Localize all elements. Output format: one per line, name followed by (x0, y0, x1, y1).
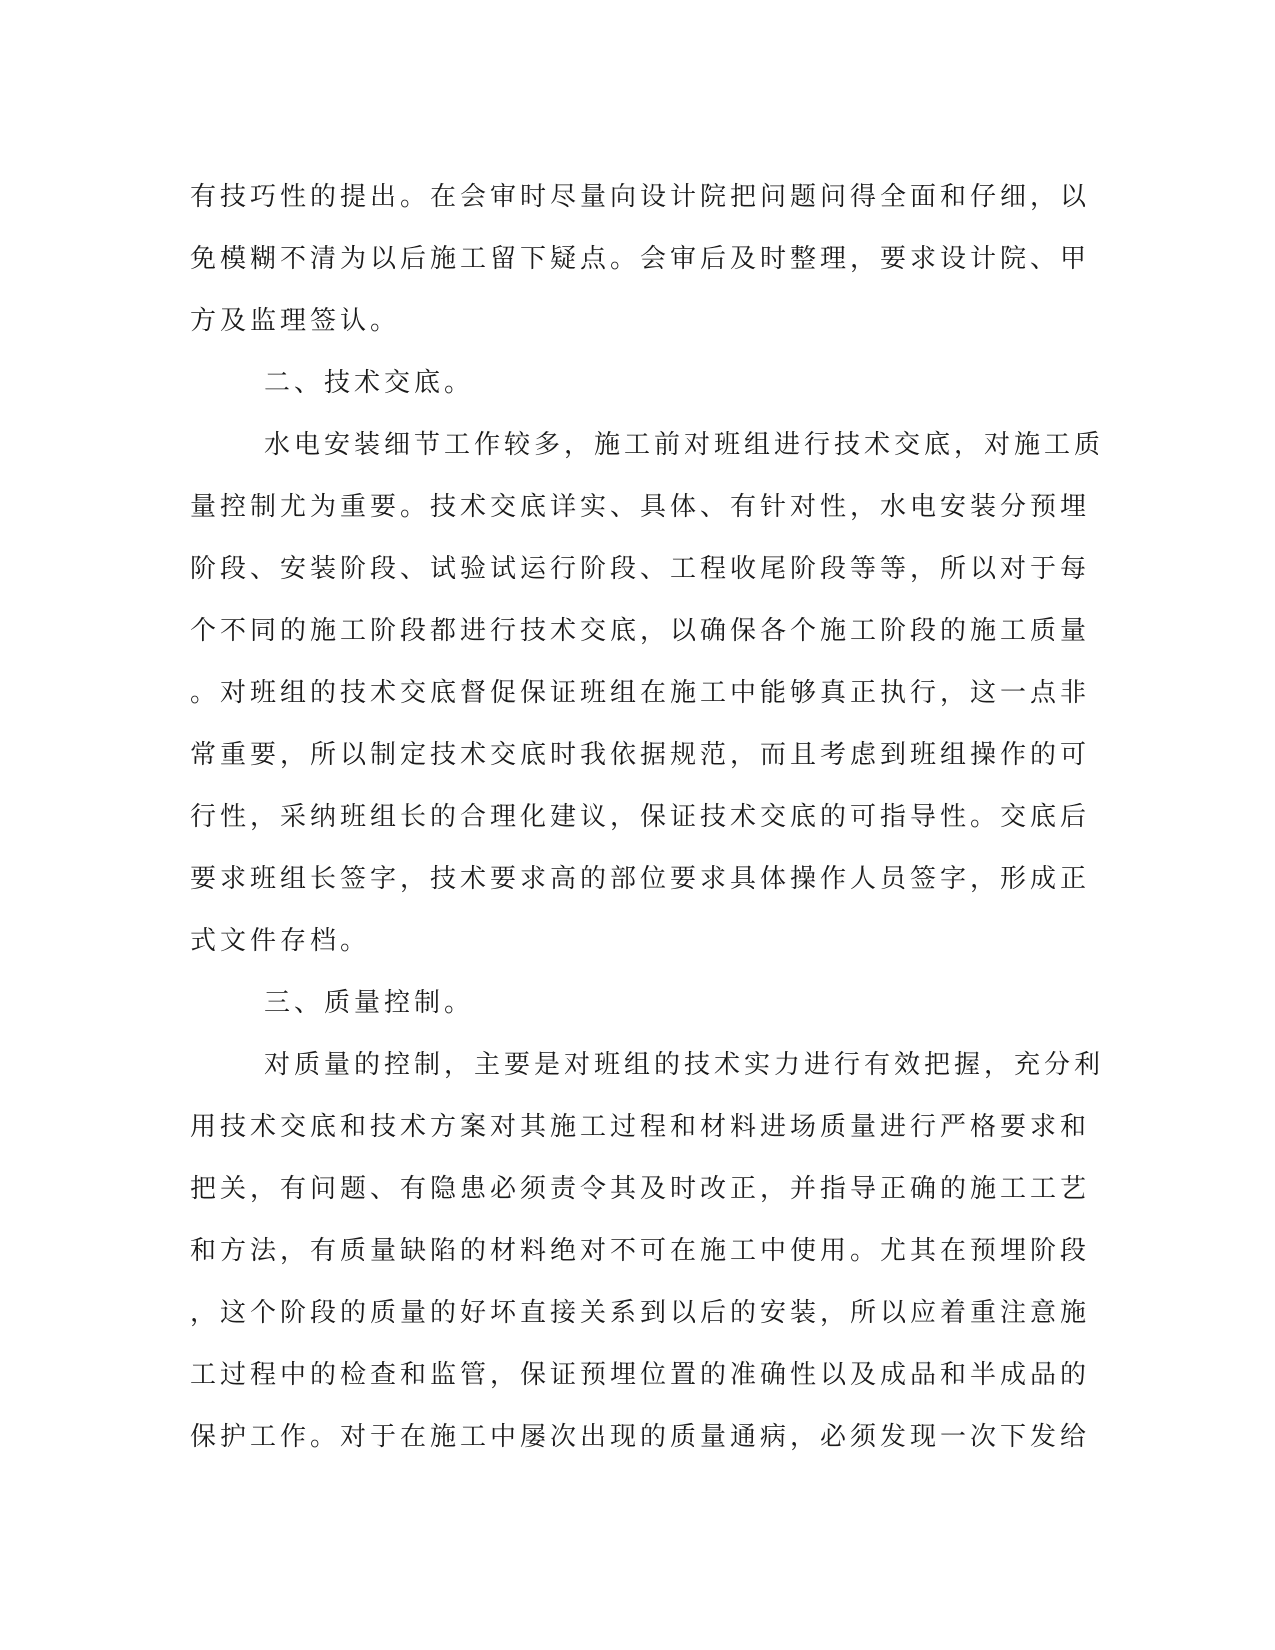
text-line: 免模糊不清为以后施工留下疑点。会审后及时整理，要求设计院、甲 (190, 244, 1091, 274)
text-line: ，这个阶段的质量的好坏直接关系到以后的安装，所以应着重注意施 (190, 1298, 1091, 1328)
document-body (190, 166, 1105, 1468)
text-line: 要求班组长签字，技术要求高的部位要求具体操作人员签字，形成正 (190, 864, 1091, 894)
text-line: 。对班组的技术交底督促保证班组在施工中能够真正执行，这一点非 (190, 678, 1091, 708)
text-line: 保护工作。对于在施工中屡次出现的质量通病，必须发现一次下发给 (190, 1422, 1091, 1452)
text-line: 量控制尤为重要。技术交底详实、具体、有针对性，水电安装分预埋 (190, 492, 1091, 522)
text-line: 工过程中的检查和监管，保证预埋位置的准确性以及成品和半成品的 (190, 1360, 1091, 1390)
text-line: 把关，有问题、有隐患必须责令其及时改正，并指导正确的施工工艺 (190, 1174, 1091, 1204)
text-line: 用技术交底和技术方案对其施工过程和材料进场质量进行严格要求和 (190, 1112, 1091, 1142)
text-line: 和方法，有质量缺陷的材料绝对不可在施工中使用。尤其在预埋阶段 (190, 1236, 1091, 1266)
text-line: 式文件存档。 (190, 926, 371, 956)
section-heading: 三、质量控制。 (264, 988, 475, 1018)
text-line: 阶段、安装阶段、试验试运行阶段、工程收尾阶段等等，所以对于每 (190, 554, 1091, 584)
text-line: 对质量的控制，主要是对班组的技术实力进行有效把握，充分利 (264, 1050, 1105, 1080)
text-line: 有技巧性的提出。在会审时尽量向设计院把问题问得全面和仔细，以 (190, 182, 1091, 212)
text-line: 水电安装细节工作较多，施工前对班组进行技术交底，对施工质 (264, 430, 1105, 460)
text-line: 行性，采纳班组长的合理化建议，保证技术交底的可指导性。交底后 (190, 802, 1091, 832)
text-line: 方及监理签认。 (190, 306, 401, 336)
section-heading: 二、技术交底。 (264, 368, 475, 398)
text-line: 常重要，所以制定技术交底时我依据规范，而且考虑到班组操作的可 (190, 740, 1091, 770)
text-line: 个不同的施工阶段都进行技术交底，以确保各个施工阶段的施工质量 (190, 616, 1091, 646)
